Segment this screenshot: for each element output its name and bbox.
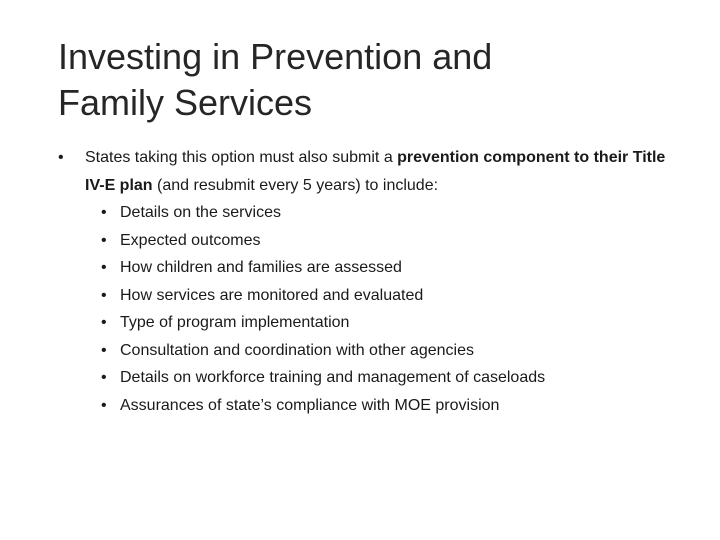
bullet-marker: • [101, 231, 107, 249]
sub-bullet-item [58, 199, 678, 227]
sub-bullet-item [58, 282, 678, 310]
sub-bullet-item [58, 309, 678, 337]
sub-bullet-text: How services are monitored and evaluated [120, 286, 424, 304]
bullet-marker: • [101, 286, 107, 304]
bullet-marker: • [101, 396, 107, 414]
sub-bullet-item [58, 227, 678, 255]
sub-bullet-item [58, 254, 678, 282]
sub-bullet-item [58, 364, 678, 392]
sub-bullet-text: Consultation and coordination with other agencies [120, 341, 475, 359]
bullet-marker: • [101, 259, 107, 276]
main-bullet-text-before: States taking this option must also submit a [85, 149, 398, 166]
sub-bullet-item [58, 392, 678, 420]
sub-bullet-text: How children and families are assessed [120, 259, 402, 276]
main-bullet-text-after: (and resubmit every 5 years) to include: [152, 176, 439, 194]
sub-bullet-list [58, 199, 678, 419]
sub-bullet-text: Type of program implementation [120, 314, 350, 331]
slide-body [58, 144, 678, 419]
sub-bullet-text: Expected outcomes [120, 231, 261, 249]
slide-title-line-2: Family Services [58, 82, 313, 123]
slide-title-line-1: Investing in Prevention and [58, 36, 493, 77]
main-bullet-item [58, 144, 678, 199]
bullet-marker: • [101, 341, 107, 359]
slide-title [58, 34, 678, 126]
bullet-marker: • [101, 204, 107, 221]
bullet-marker: • [101, 314, 107, 331]
bullet-marker: • [101, 369, 107, 386]
sub-bullet-text: Assurances of state’s compliance with MOE provision [120, 396, 500, 414]
main-bullet-bold-text: prevention component to their Title IV-E plan [85, 149, 666, 194]
bullet-marker: • [58, 149, 64, 166]
main-bullet-text [85, 149, 665, 194]
sub-bullet-text: Details on workforce training and management of caseloads [120, 369, 546, 386]
sub-bullet-item [58, 337, 678, 365]
sub-bullet-text: Details on the services [120, 204, 281, 221]
